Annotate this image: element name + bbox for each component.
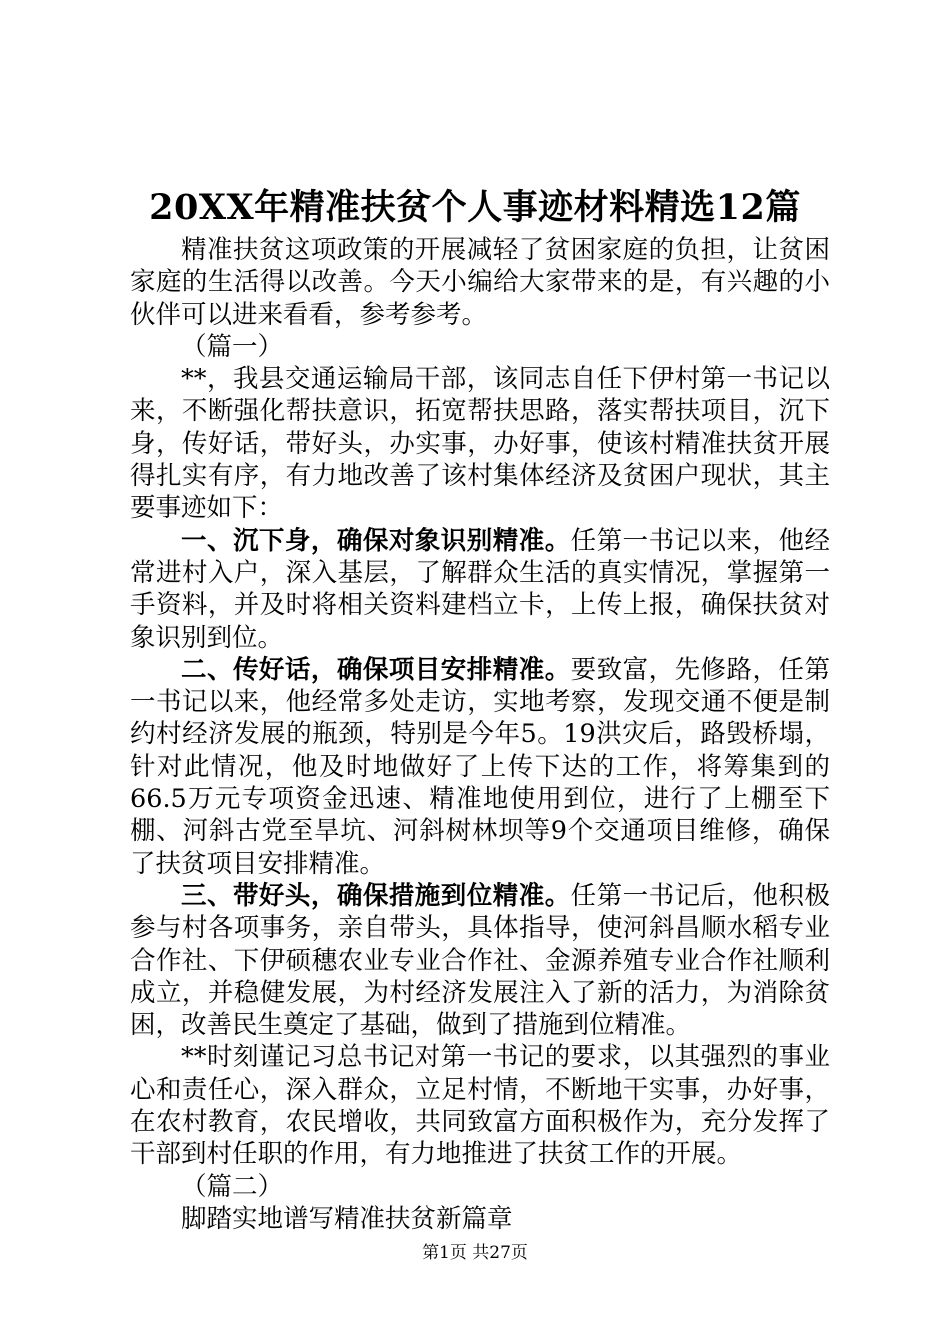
intro-paragraph: 精准扶贫这项政策的开展减轻了贫困家庭的负担，让贫困家庭的生活得以改善。今天小编给大家带来的是，有兴趣的小伙伴可以进来看看，参考参考。 — [130, 235, 830, 330]
section-2-heading: 脚踏实地谱写精准扶贫新篇章 — [181, 1203, 513, 1234]
paragraph-point-2 — [130, 654, 830, 880]
point-3-heading: 三、带好头，确保措施到位精准。 — [181, 880, 571, 911]
point-3-text: 任第一书记后，他积极参与村各项事务，亲自带头，具体指导，使河斜昌顺水稻专业合作社、下伊硕穗农业专业合作社、金源养殖专业合作社顺利成立，并稳健发展，为村经济发展注入了新的活力，为消除贫困，改善民生奠定了基础，做到了措施到位精准。 — [130, 880, 830, 1041]
document-title: 20XX年精准扶贫个人事迹材料精选12篇 — [149, 187, 801, 228]
document-body — [130, 234, 830, 1235]
paragraph-point-3 — [130, 880, 830, 1041]
point-1-heading: 一、沉下身，确保对象识别精准。 — [181, 525, 571, 556]
section-label-2: （篇二） — [181, 1171, 284, 1202]
paragraph-profile: **，我县交通运输局干部，该同志自任下伊村第一书记以来，不断强化帮扶意识，拓宽帮扶思路，落实帮扶项目，沉下身，传好话，带好头，办实事，办好事，使该村精准扶贫开展得扎实有序，有力地改善了该村集体经济及贫困户现状，其主要事迹如下： — [130, 364, 830, 524]
paragraph-point-1 — [130, 525, 830, 654]
section-label-1: （篇一） — [181, 331, 284, 362]
point-2-heading: 二、传好话，确保项目安排精准。 — [181, 654, 571, 685]
paragraph-conclusion: **时刻谨记习总书记对第一书记的要求，以其强烈的事业心和责任心，深入群众，立足村情，不断地干实事，办好事，在农村教育，农民增收，共同致富方面积极作为，充分发挥了干部到村任职的作用，有力地推进了扶贫工作的开展。 — [130, 1042, 830, 1170]
page-footer: 第1页 共27页 — [422, 1243, 528, 1263]
point-1-text: 任第一书记以来，他经常进村入户，深入基层，了解群众生活的真实情况，掌握第一手资料，并及时将相关资料建档立卡，上传上报，确保扶贫对象识别到位。 — [130, 525, 830, 653]
point-2-text: 要致富，先修路，任第一书记以来，他经常多处走访，实地考察，发现交通不便是制约村经济发展的瓶颈，特别是今年5。19洪灾后，路毁桥塌，针对此情况，他及时地做好了上传下达的工作，将筹集到的66.5万元专项资金迅速、精准地使用到位，进行了上棚至下棚、河斜古党至旱坑、河斜树林坝等9个交通项目维修，确保了扶贫项目安排精准。 — [130, 654, 830, 879]
